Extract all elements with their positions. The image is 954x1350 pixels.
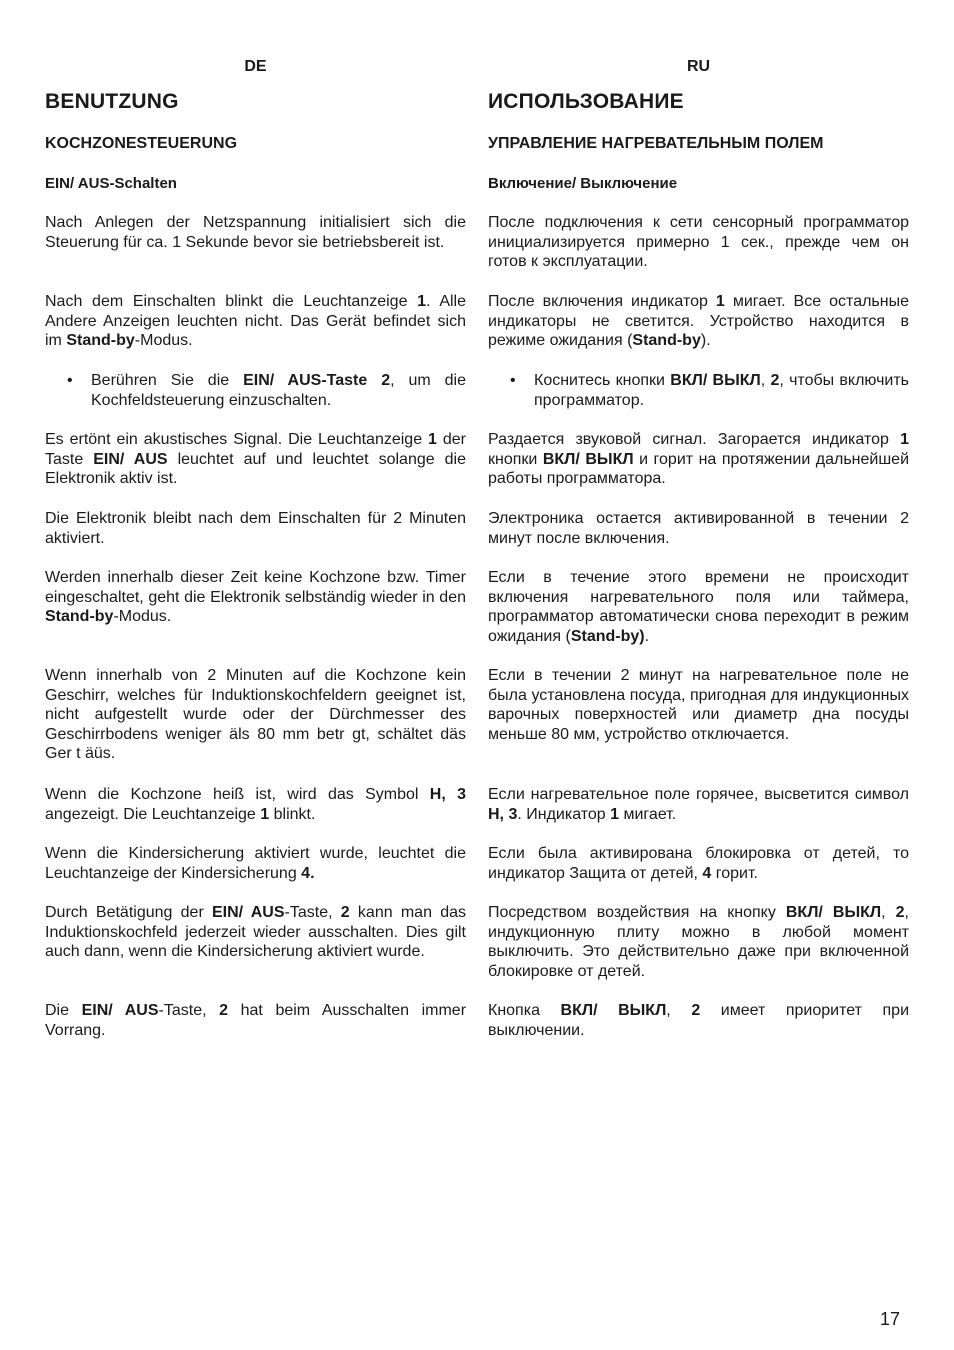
paragraph-switch-on-de: Nach dem Einschalten blinkt die Leuchtanzeige 1. Alle Andere Anzeigen leuchten nicht. Das Gerät befindet sich im Stand-by-Modus. — [45, 293, 466, 350]
paragraph-init-ru: После подключения к сети сенсорный программатор инициализируется примерно 1 сек., прежде чем он готов к эксплуатации. — [488, 214, 909, 271]
paragraph-switch-on-ru: После включения индикатор 1 мигает. Все остальные индикаторы не светится. Устройство находится в режиме ожидания (Stand-by). — [488, 293, 909, 350]
bullet-dot: • — [67, 372, 73, 389]
language-label-de: DE — [244, 58, 267, 75]
paragraph-priority-ru: Кнопка ВКЛ/ ВЫКЛ, 2 имеет приоритет при выключении. — [488, 1002, 910, 1039]
paragraph-signal-de: Es ertönt ein akustisches Signal. Die Leuchtanzeige 1 der Taste EIN/ AUS leuchtet auf und leuchtet solange die Elektronik aktiv ist. — [45, 431, 466, 488]
paragraph-childlock-de: Wenn die Kindersicherung aktiviert wurde, leuchtet die Leuchtanzeige der Kindersicherung 4. — [45, 845, 466, 882]
paragraph-cookware-ru: Если в течении 2 минут на нагревательное поле не была установлена посуда, пригодная для индукционных варочных поверхностей или диаметр дна посуды меньше 80 мм, устройство отключается. — [488, 667, 909, 743]
bullet-item-de: • Berühren Sie die EIN/ AUS-Taste 2, um die Kochfeldsteuerung einzuschalten. — [67, 372, 466, 409]
paragraph-active-de: Die Elektronik bleibt nach dem Einschalten für 2 Minuten aktiviert. — [45, 510, 466, 547]
paragraph-switch-off-ru: Посредством воздействия на кнопку ВКЛ/ ВЫКЛ, 2, индукционную плиту можно в любой момент выключить. Это действительно даже при включенной блокировке от детей. — [488, 904, 909, 980]
paragraph-init-de: Nach Anlegen der Netzspannung initialisiert sich die Steuerung für ca. 1 Sekunde bevor sie betriebsbereit ist. — [45, 214, 466, 251]
subsection-title-ru: УПРАВЛЕНИЕ НАГРЕВАТЕЛЬНЫМ ПОЛЕМ — [488, 135, 824, 152]
paragraph-standby-de: Werden innerhalb dieser Zeit keine Kochzone bzw. Timer eingeschaltet, geht die Elektronik selbständig wieder in den Stand-by-Modus. — [45, 569, 466, 626]
paragraph-priority-de: Die EIN/ AUS-Taste, 2 hat beim Ausschalten immer Vorrang. — [45, 1002, 467, 1039]
paragraph-cookware-de: Wenn innerhalb von 2 Minuten auf die Kochzone kein Geschirr, welches für Induktionskochfeldern geeignet ist, nicht aufgestellt wurde oder der Dürchmesser des Geschirrbodens weniger äls 80 mm betr gt, schältet däs Ger t äüs. — [45, 667, 466, 763]
page-number: 17 — [880, 1309, 901, 1329]
paragraph-switch-off-de: Durch Betätigung der EIN/ AUS-Taste, 2 kann man das Induktionskochfeld jederzeit wieder ausschalten. Dies gilt auch dann, wenn die Kindersicherung aktiviert wurde. — [45, 904, 467, 961]
paragraph-hot-ru: Если нагревательное поле горячее, высветится символ H, 3. Индикатор 1 мигает. — [488, 786, 909, 823]
paragraph-active-ru: Электроника остается активированной в течении 2 минут после включения. — [488, 510, 909, 547]
subsection-title-de: KOCHZONESTEUERUNG — [45, 135, 238, 152]
paragraph-childlock-ru: Если была активирована блокировка от детей, то индикатор Защита от детей, 4 горит. — [488, 845, 909, 882]
paragraph-hot-de: Wenn die Kochzone heiß ist, wird das Symbol H, 3 angezeigt. Die Leuchtanzeige 1 blinkt. — [45, 786, 466, 823]
language-label-ru: RU — [686, 58, 711, 75]
section-title-ru: ИСПОЛЬЗОВАНИЕ — [488, 90, 684, 113]
paragraph-signal-ru: Раздается звуковой сигнал. Загорается индикатор 1 кнопки ВКЛ/ ВЫКЛ и горит на протяжении дальнейшей работы программатора. — [488, 431, 910, 488]
subheading-de: EIN/ AUS-Schalten — [45, 175, 177, 192]
subheading-ru: Включение/ Выключение — [488, 175, 678, 192]
section-title-de: BENUTZUNG — [45, 90, 179, 113]
bullet-item-ru: • Коснитесь кнопки ВКЛ/ ВЫКЛ, 2, чтобы включить программатор. — [510, 372, 910, 409]
paragraph-standby-ru: Если в течение этого времени не происходит включения нагревательного поля или таймера, программатор автоматически снова переходит в режим ожидания (Stand-by). — [488, 569, 909, 645]
bullet-dot: • — [510, 372, 516, 389]
